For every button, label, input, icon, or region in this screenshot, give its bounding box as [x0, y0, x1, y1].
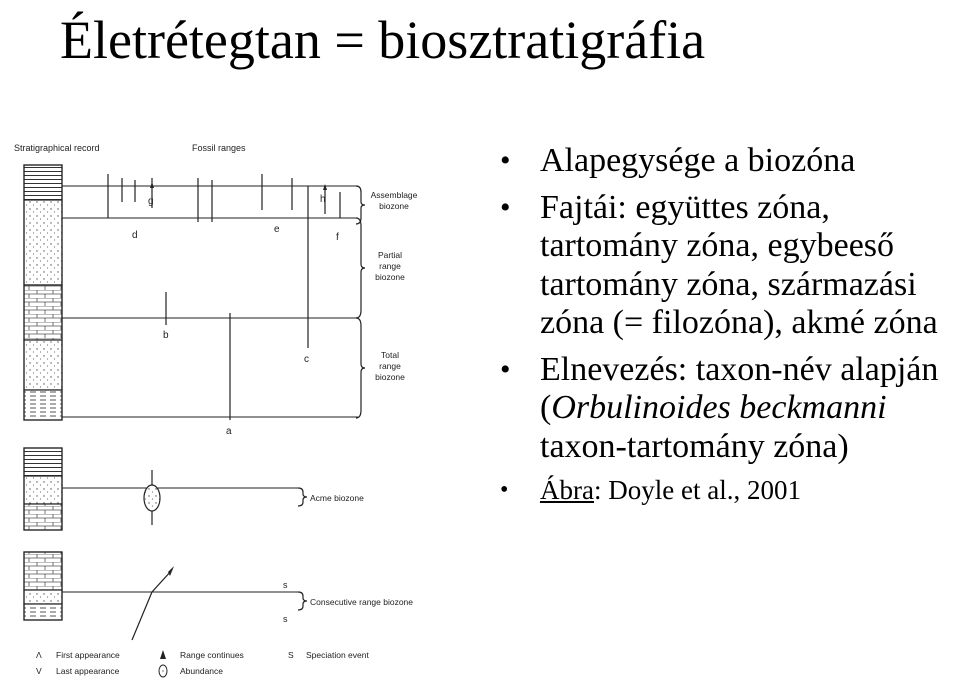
bullet-item — [498, 351, 960, 467]
taxon-e: e — [274, 224, 280, 235]
assemblage-label-2: biozone — [379, 201, 409, 211]
legend-range-continues: Range continues — [180, 650, 244, 660]
bullet-text-post: taxon-tartomány zóna) — [540, 427, 849, 465]
partial-label-1: Partial — [377, 250, 403, 260]
legend-s-symbol: S — [288, 650, 294, 660]
bullet-dot-icon: • — [500, 477, 509, 503]
abundance-icon — [159, 665, 167, 677]
legend-first-symbol: Λ — [36, 650, 42, 660]
zone-boundaries — [62, 186, 358, 592]
bullet-dot-icon: • — [500, 190, 511, 224]
taxon-f: f — [336, 232, 339, 243]
strat-column-3 — [24, 552, 62, 620]
legend-last-symbol: V — [36, 666, 42, 676]
total-label-2: range — [379, 361, 401, 371]
bullet-item — [498, 189, 960, 343]
legend-abundance: Abundance — [180, 666, 224, 676]
speciation-mark-2: s — [283, 614, 288, 624]
acme-label: Acme biozone — [310, 493, 364, 503]
source-text: : Doyle et al., 2001 — [593, 475, 801, 505]
total-label-3: biozone — [375, 372, 405, 382]
header-fossil-ranges: Fossil ranges — [192, 143, 246, 153]
taxon-g: g — [148, 196, 154, 207]
bullet-text-pre: Elnevezés: taxon-név alapján ( — [540, 350, 939, 426]
assemblage-label-1: Assemblage — [370, 190, 418, 200]
partial-label-2: range — [379, 261, 401, 271]
bullet-dot-icon: • — [500, 352, 511, 386]
strat-column-2 — [24, 448, 62, 530]
taxon-b: b — [163, 330, 169, 341]
taxon-h: h — [320, 194, 326, 205]
abundance-oval — [144, 485, 160, 511]
taxon-name-genus: Orbulinoides — [551, 389, 731, 426]
legend-last: Last appearance — [56, 666, 120, 676]
total-label-1: Total — [381, 350, 399, 360]
slide-title: Életrétegtan = biosztratigráfia — [60, 10, 706, 70]
bullet-text: Alapegysége a biozóna — [540, 142, 856, 179]
speciation-mark-1: s — [283, 580, 288, 590]
legend-first: First appearance — [56, 650, 120, 660]
bullet-item — [498, 142, 960, 181]
bullet-dot-icon: • — [500, 144, 511, 177]
biozone-diagram — [0, 130, 440, 690]
range-continues-icon — [160, 650, 166, 659]
bullet-list — [498, 142, 960, 514]
taxon-d: d — [132, 230, 138, 241]
bullet-text: Fajtái: együttes zóna, tartomány zóna, egybeeső tartomány zóna, származási zóna (= filozóna), akmé zóna — [540, 188, 938, 341]
taxon-c: c — [304, 354, 309, 365]
legend — [36, 650, 369, 677]
partial-label-3: biozone — [375, 272, 405, 282]
source-label: Ábra — [540, 475, 594, 505]
range-arrows — [150, 182, 327, 576]
taxon-a: a — [226, 426, 232, 437]
fossil-ranges — [108, 174, 340, 640]
taxon-name-species: beckmanni — [739, 389, 887, 426]
strat-column-1 — [24, 165, 62, 420]
consecutive-label: Consecutive range biozone — [310, 597, 414, 607]
header-stratigraphical-record: Stratigraphical record — [14, 143, 100, 153]
bullet-item-source — [498, 474, 960, 506]
legend-speciation: Speciation event — [306, 650, 369, 660]
